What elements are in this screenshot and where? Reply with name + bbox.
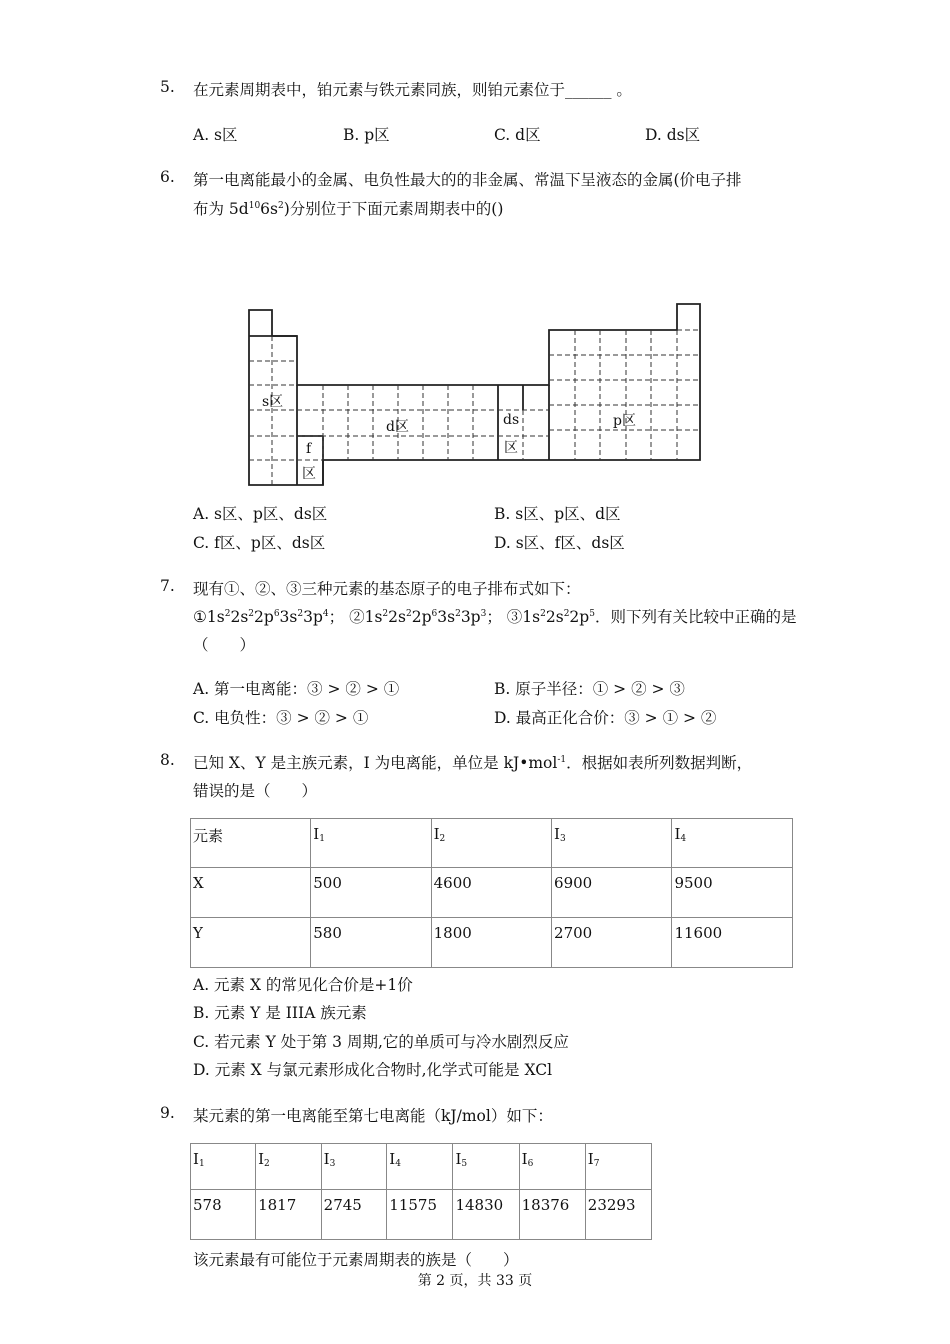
header-cell: $I_2$	[256, 1144, 322, 1190]
table-cell: 11600	[672, 918, 793, 968]
header-cell: $I_4$	[387, 1144, 453, 1190]
q9-text: 某元素的第一电离能至第七电离能（kJ/mol）如下：	[193, 1107, 553, 1125]
ds-block-label: ds	[503, 412, 520, 428]
q6-option-a: A. s区、p区、ds区	[193, 505, 328, 523]
header-cell: $I_3$	[321, 1144, 387, 1190]
q8-option-c: C. 若元素 Y 处于第 3 周期,它的单质可与冷水剧烈反应	[193, 1033, 569, 1051]
table-cell: 1800	[431, 918, 551, 968]
q7-configs: $①1s^22s^22p^63s^23p^4$； $②1s^22s^22p^63s^23p^3$； $③1s^22s^22p^5$．则下列有关比较中正确的是	[193, 608, 797, 626]
q9-ionization-table	[190, 1143, 652, 1240]
q5-text: 在元素周期表中，铂元素与铁元素同族，则铂元素位于______ 。	[193, 81, 632, 99]
q9-after-text: 该元素最有可能位于元素周期表的族是（ ）	[193, 1251, 519, 1269]
table-cell: X	[191, 868, 311, 918]
q5-option-d: D. ds区	[645, 126, 701, 144]
table-cell: 14830	[453, 1190, 519, 1240]
s-block-label: s区	[262, 394, 284, 410]
table-cell: 6900	[552, 868, 672, 918]
table-cell: 18376	[519, 1190, 585, 1240]
f-block-label: f	[306, 441, 312, 457]
q6-line1: 第一电离能最小的金属、电负性最大的的非金属、常温下呈液态的金属(价电子排	[193, 171, 742, 189]
q7-option-c: C. 电负性：③ > ② > ①	[193, 709, 369, 727]
header-cell: $I_5$	[453, 1144, 519, 1190]
q7-option-a: A. 第一电离能：③ > ② > ①	[193, 680, 400, 698]
table-cell: 23293	[585, 1190, 651, 1240]
header-cell: $I_3$	[552, 819, 672, 868]
q6-option-c: C. f区、p区、ds区	[193, 534, 326, 552]
q5-option-a: A. s区	[193, 126, 238, 144]
q8-line1: 已知 X、Y 是主族元素，I 为电离能，单位是 kJ•mol$^{-1}$．根据如表所列数据判断，	[193, 754, 753, 772]
table-cell: 2745	[321, 1190, 387, 1240]
q8-option-a: A. 元素 X 的常见化合价是+1价	[193, 976, 413, 994]
q5-number: 5.	[160, 78, 175, 96]
p-block-label: p区	[613, 413, 636, 429]
header-cell: $I_1$	[311, 819, 431, 868]
q8-ionization-table	[190, 818, 793, 968]
q8-line2: 错误的是（ ）	[193, 782, 318, 800]
header-cell: 元素	[191, 819, 311, 868]
table-cell: 500	[311, 868, 431, 918]
table-cell: 578	[191, 1190, 256, 1240]
q7-number: 7.	[160, 577, 175, 595]
header-cell: $I_6$	[519, 1144, 585, 1190]
table-row	[191, 868, 793, 918]
table-row	[191, 1190, 652, 1240]
table-row	[191, 918, 793, 968]
page-footer: 第 2 页，共 33 页	[417, 1273, 533, 1289]
table-cell: 9500	[672, 868, 793, 918]
q8-option-b: B. 元素 Y 是 IIIA 族元素	[193, 1004, 367, 1022]
header-cell: $I_1$	[191, 1144, 256, 1190]
ds-block-label-2: 区	[504, 440, 518, 456]
q6-option-b: B. s区、p区、d区	[494, 505, 621, 523]
q6-line2: 布为 $5d^{10}6s^2$)分别位于下面元素周期表中的()	[193, 200, 504, 218]
f-block-label-2: 区	[302, 466, 316, 482]
table-header-row	[191, 1144, 652, 1190]
table-cell: 4600	[431, 868, 551, 918]
q8-option-d: D. 元素 X 与氯元素形成化合物时,化学式可能是 XCl	[193, 1061, 553, 1079]
table-cell: 11575	[387, 1190, 453, 1240]
q7-line3: （ ）	[193, 636, 256, 654]
table-cell: 2700	[552, 918, 672, 968]
q7-option-d: D. 最高正化合价：③ > ① > ②	[494, 709, 717, 727]
table-cell: 580	[311, 918, 431, 968]
q8-number: 8.	[160, 751, 175, 769]
d-block-label: d区	[386, 419, 409, 435]
q9-number: 9.	[160, 1104, 175, 1122]
table-cell: Y	[191, 918, 311, 968]
q5-option-b: B. p区	[343, 126, 390, 144]
header-cell: $I_4$	[672, 819, 793, 868]
periodic-table-diagram	[240, 298, 710, 490]
q6-number: 6.	[160, 168, 175, 186]
q5-option-c: C. d区	[494, 126, 541, 144]
header-cell: $I_2$	[431, 819, 551, 868]
q7-line1: 现有①、②、③三种元素的基态原子的电子排布式如下：	[193, 580, 581, 598]
table-cell: 1817	[256, 1190, 322, 1240]
header-cell: $I_7$	[585, 1144, 651, 1190]
q6-option-d: D. s区、f区、ds区	[494, 534, 625, 552]
q7-option-b: B. 原子半径：① > ② > ③	[494, 680, 685, 698]
table-header-row	[191, 819, 793, 868]
